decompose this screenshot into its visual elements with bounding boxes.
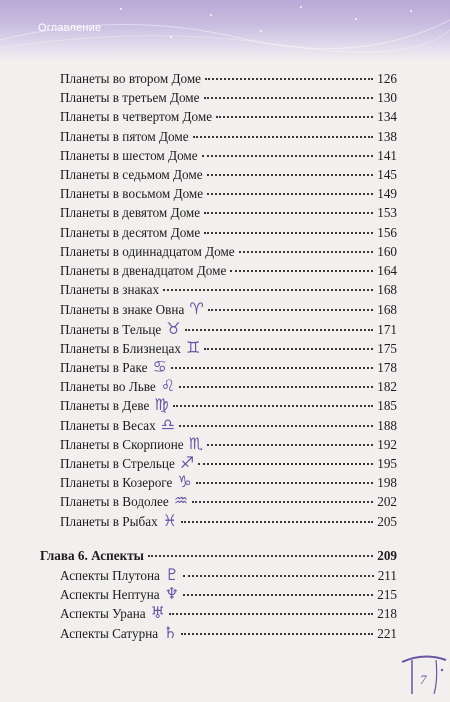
toc-page-number: 156	[377, 224, 397, 240]
dot-leader	[204, 212, 373, 214]
toc-page-number: 215	[377, 587, 397, 603]
toc-entry[interactable]	[60, 89, 397, 107]
zodiac-symbol-icon: ♄	[163, 622, 178, 642]
toc-page-number: 141	[377, 147, 397, 163]
dot-leader	[239, 251, 374, 253]
zodiac-symbol-icon: ♓	[162, 510, 178, 530]
toc-page-number: 209	[377, 548, 397, 563]
toc-entry[interactable]	[60, 243, 397, 261]
toc-entry[interactable]	[60, 604, 397, 623]
toc-page-number: 171	[377, 321, 397, 337]
toc-entry[interactable]	[60, 70, 397, 88]
dot-leader	[173, 405, 374, 407]
zodiac-symbol-icon: ♈	[189, 299, 204, 319]
toc-entry[interactable]	[60, 416, 397, 435]
dot-leader	[202, 155, 374, 157]
zodiac-symbol-icon: ♊	[185, 337, 201, 357]
zodiac-symbol-icon: ♎	[160, 414, 176, 434]
toc-page-number: 168	[377, 282, 397, 298]
toc-page-number: 211	[377, 568, 397, 583]
toc-entry-title: Планеты в Козероге	[60, 475, 173, 491]
dot-leader	[179, 386, 373, 388]
toc-page-number: 198	[377, 475, 397, 491]
toc-page-number: 130	[377, 90, 397, 106]
toc-entry-title: Планеты в четвертом Доме	[60, 109, 213, 125]
toc-entry-title: Аспекты Урана	[60, 606, 146, 622]
dot-leader	[169, 613, 373, 615]
toc-entry-title: Планеты в Близнецах	[60, 340, 181, 356]
dot-leader	[183, 575, 373, 577]
zodiac-symbol-icon: ♆	[164, 584, 179, 604]
toc-entry-title: Планеты в одиннадцатом Доме	[60, 243, 235, 259]
toc-entry[interactable]	[60, 300, 397, 319]
toc-entry-title: Планеты во Льве	[60, 379, 156, 395]
toc-entry-title: Планеты в Рыбах	[60, 513, 158, 529]
toc-entry-title: Планеты в Весах	[60, 417, 156, 433]
chapter-heading[interactable]	[40, 547, 397, 565]
toc-entry-title: Планеты в Деве	[60, 398, 150, 414]
toc-page-number: 168	[377, 302, 397, 318]
dot-leader	[208, 309, 374, 311]
toc-page-number: 182	[377, 379, 397, 395]
toc-page-number: 202	[377, 494, 397, 510]
toc-entry-title: Планеты в седьмом Доме	[60, 167, 203, 182]
dot-leader	[171, 367, 373, 369]
zodiac-symbol-icon: ♒	[173, 491, 189, 511]
dot-leader	[204, 97, 374, 99]
toc-page-number: 185	[377, 398, 397, 414]
dot-leader	[183, 594, 373, 596]
toc-entry[interactable]	[60, 204, 397, 222]
toc-entry[interactable]	[60, 358, 397, 377]
zodiac-symbol-icon: ♅	[150, 603, 165, 623]
toc-entry-title: Планеты в Стрельце	[60, 456, 175, 471]
toc-page-number: 153	[377, 205, 397, 221]
toc-entry[interactable]	[60, 281, 397, 299]
dot-leader	[179, 425, 373, 427]
toc-page-number: 160	[377, 243, 397, 259]
zodiac-symbol-icon: ♑	[177, 472, 192, 492]
toc-entry[interactable]	[60, 435, 397, 454]
toc-entry[interactable]	[60, 185, 397, 203]
dot-leader	[205, 78, 373, 80]
dot-leader	[198, 463, 373, 465]
toc-entry[interactable]	[60, 339, 397, 358]
toc-entry[interactable]	[60, 377, 397, 396]
toc-entry-title: Планеты в десятом Доме	[60, 224, 201, 240]
toc-page-number: 218	[377, 606, 397, 622]
toc-page-number: 221	[377, 625, 397, 641]
dot-leader	[207, 193, 373, 195]
toc-page-number: 138	[377, 128, 397, 144]
toc-entry[interactable]	[60, 147, 397, 165]
toc-entry-title: Планеты в шестом Доме	[60, 147, 198, 163]
toc-entry[interactable]	[60, 585, 397, 604]
toc-page-number: 149	[377, 186, 397, 202]
toc-entry[interactable]	[60, 566, 397, 585]
toc-page-number: 175	[377, 340, 397, 356]
toc-entry[interactable]	[60, 473, 397, 492]
dot-leader	[230, 270, 373, 272]
dot-leader	[181, 633, 373, 635]
toc-entry[interactable]	[60, 108, 397, 126]
toc-entry[interactable]	[60, 512, 397, 531]
toc-entry[interactable]	[60, 262, 397, 280]
toc-entry[interactable]	[60, 492, 397, 511]
zodiac-symbol-icon: ♇	[164, 565, 180, 584]
toc-page-number: 126	[377, 71, 397, 86]
toc-entry-title: Планеты в знаках	[60, 282, 160, 298]
toc-entry-title: Глава 6. Аспекты	[40, 548, 144, 563]
toc-page-number: 188	[377, 417, 397, 433]
toc-entry-title: Планеты в Скорпионе	[60, 436, 184, 452]
toc-entry-title: Аспекты Нептуна	[60, 587, 160, 603]
dot-leader	[185, 329, 374, 331]
toc-entry-title: Планеты в двенадцатом Доме	[60, 263, 227, 278]
toc-entry-title: Аспекты Плутона	[60, 568, 160, 583]
zodiac-symbol-icon: ♏	[188, 433, 203, 453]
dot-leader	[204, 232, 373, 234]
toc-entry-title: Аспекты Сатурна	[60, 625, 159, 641]
toc-page-number: 195	[377, 456, 397, 471]
zodiac-symbol-icon: ♐	[179, 453, 195, 472]
toc-entry-title: Планеты в восьмом Доме	[60, 186, 204, 202]
page-header	[0, 0, 450, 62]
toc-entry-title: Планеты в знаке Овна	[60, 302, 185, 318]
dot-leader	[192, 501, 373, 503]
dot-leader	[207, 444, 373, 446]
header-title: Оглавление	[38, 22, 102, 34]
toc-entry[interactable]	[60, 320, 397, 339]
toc-page-number: 205	[377, 513, 397, 529]
zodiac-symbol-icon: ♌	[160, 376, 176, 396]
page-number: 7	[420, 672, 427, 687]
toc-entry-title: Планеты в третьем Доме	[60, 90, 200, 106]
dot-leader	[163, 289, 373, 291]
toc-entry-title: Планеты в Тельце	[60, 321, 162, 337]
toc-entry[interactable]	[60, 454, 397, 473]
dot-leader	[148, 555, 373, 557]
toc-page-number: 192	[377, 436, 397, 452]
toc-page-number: 134	[377, 109, 397, 125]
zodiac-symbol-icon: ♍	[154, 395, 169, 415]
dot-leader	[216, 116, 373, 118]
toc-page-number: 145	[377, 167, 397, 182]
toc-page-number: 178	[377, 360, 397, 375]
dot-leader	[181, 521, 373, 523]
toc-entry[interactable]	[60, 396, 397, 415]
toc-entry[interactable]	[60, 624, 397, 643]
dot-leader	[204, 348, 373, 350]
dot-leader	[193, 136, 374, 138]
toc-entry-title: Планеты во втором Доме	[60, 71, 202, 86]
toc-entry-title: Планеты в Раке	[60, 360, 148, 375]
dot-leader	[196, 482, 373, 484]
toc-entry[interactable]	[60, 128, 397, 146]
toc-entry[interactable]	[60, 224, 397, 242]
toc-page-number: 164	[377, 263, 397, 278]
toc-entry-title: Планеты в Водолее	[60, 494, 169, 510]
toc-entry-title: Планеты в пятом Доме	[60, 128, 189, 144]
toc-entry-title: Планеты в девятом Доме	[60, 205, 201, 221]
dot-leader	[207, 174, 374, 176]
zodiac-symbol-icon: ♋	[152, 357, 167, 376]
zodiac-symbol-icon: ♉	[166, 318, 181, 338]
toc-entry[interactable]	[60, 166, 397, 184]
